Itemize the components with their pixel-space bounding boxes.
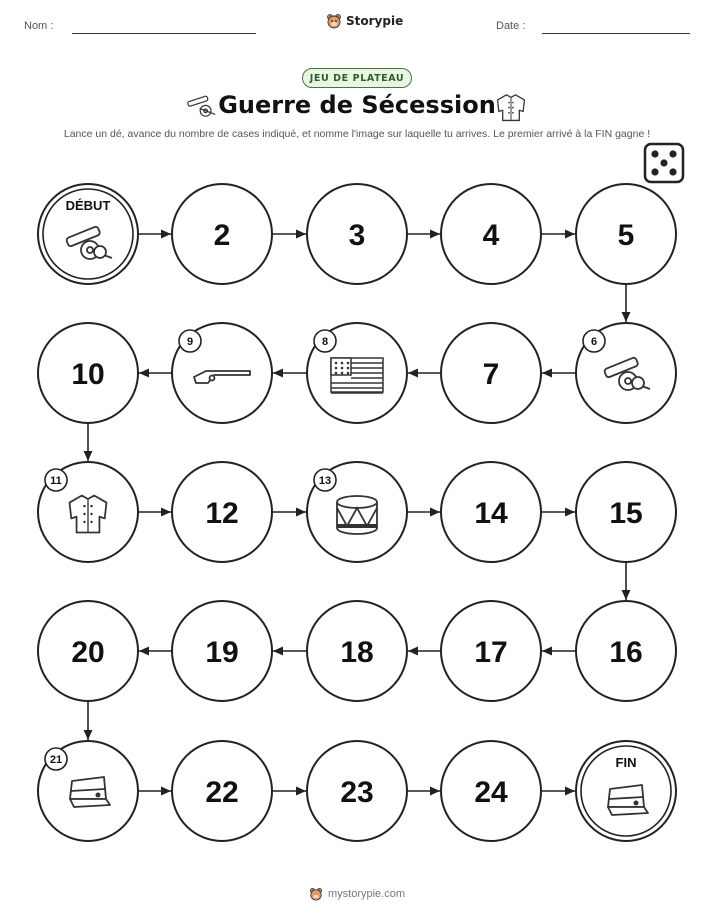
board-space-1 xyxy=(38,184,138,284)
board-space-3 xyxy=(307,184,407,284)
space-number: 16 xyxy=(609,636,643,669)
space-number: 2 xyxy=(213,219,231,252)
space-number: 9 xyxy=(186,336,194,348)
board-space-16 xyxy=(576,601,676,701)
game-type-badge: JEU DE PLATEAU xyxy=(302,68,412,88)
board-space-13 xyxy=(307,462,407,562)
footer-url[interactable]: mystorypie.com xyxy=(327,888,406,900)
bear-logo-icon xyxy=(309,887,323,901)
space-number-badge xyxy=(45,469,67,491)
instructions: Lance un dé, avance du nombre de cases indiqué, et nomme l'image sur laquelle tu arrives. Le premier arrivé à la FIN gagne ! xyxy=(63,128,651,140)
board-space-5 xyxy=(576,184,676,284)
board-space-23 xyxy=(307,741,407,841)
date-label: Date : xyxy=(496,20,526,32)
space-number: 10 xyxy=(71,358,105,391)
footer xyxy=(0,887,714,901)
board-space-9 xyxy=(172,323,272,423)
board-space-22 xyxy=(172,741,272,841)
space-number: 8 xyxy=(321,336,329,348)
board-space-19 xyxy=(172,601,272,701)
page-title: Guerre de Sécession xyxy=(218,91,496,119)
space-label: DÉBUT xyxy=(65,198,111,213)
space-number: 15 xyxy=(609,497,643,530)
board-space-18 xyxy=(307,601,407,701)
space-number: 24 xyxy=(474,776,508,809)
board-space-24 xyxy=(441,741,541,841)
board-space-25 xyxy=(576,741,676,841)
space-number: 13 xyxy=(318,475,332,487)
space-number: 14 xyxy=(474,497,508,530)
board-space-11 xyxy=(38,462,138,562)
space-number: 4 xyxy=(482,219,500,252)
space-number: 22 xyxy=(205,776,239,809)
space-number: 11 xyxy=(50,475,62,487)
space-number: 20 xyxy=(71,636,105,669)
board-space-4 xyxy=(441,184,541,284)
space-number-badge xyxy=(179,330,201,352)
board-space-20 xyxy=(38,601,138,701)
space-number: 7 xyxy=(482,358,500,391)
board-space-8 xyxy=(307,323,407,423)
board-space-21 xyxy=(38,741,138,841)
space-number-badge xyxy=(583,330,605,352)
kepi-cap-icon xyxy=(608,785,648,815)
space-number: 6 xyxy=(590,336,598,348)
space-number: 17 xyxy=(474,636,508,669)
space-number: 12 xyxy=(205,497,239,530)
drum-icon xyxy=(337,496,377,534)
space-label: FIN xyxy=(615,755,637,770)
board-space-2 xyxy=(172,184,272,284)
board-space-12 xyxy=(172,462,272,562)
space-number: 18 xyxy=(340,636,374,669)
kepi-cap-icon xyxy=(70,777,110,807)
name-label: Nom : xyxy=(24,20,54,32)
board-space-15 xyxy=(576,462,676,562)
board-space-7 xyxy=(441,323,541,423)
space-number: 23 xyxy=(340,776,374,809)
board-space-10 xyxy=(38,323,138,423)
space-number: 21 xyxy=(49,754,63,766)
flag-icon xyxy=(331,358,383,393)
space-number: 19 xyxy=(205,636,239,669)
space-number-badge xyxy=(45,748,67,770)
space-number: 3 xyxy=(348,219,366,252)
space-number: 5 xyxy=(617,219,635,252)
space-number-badge xyxy=(314,330,336,352)
board-space-6 xyxy=(576,323,676,423)
board-space-14 xyxy=(441,462,541,562)
space-number-badge xyxy=(314,469,336,491)
board-space-17 xyxy=(441,601,541,701)
brand-name: Storypie xyxy=(346,14,404,28)
